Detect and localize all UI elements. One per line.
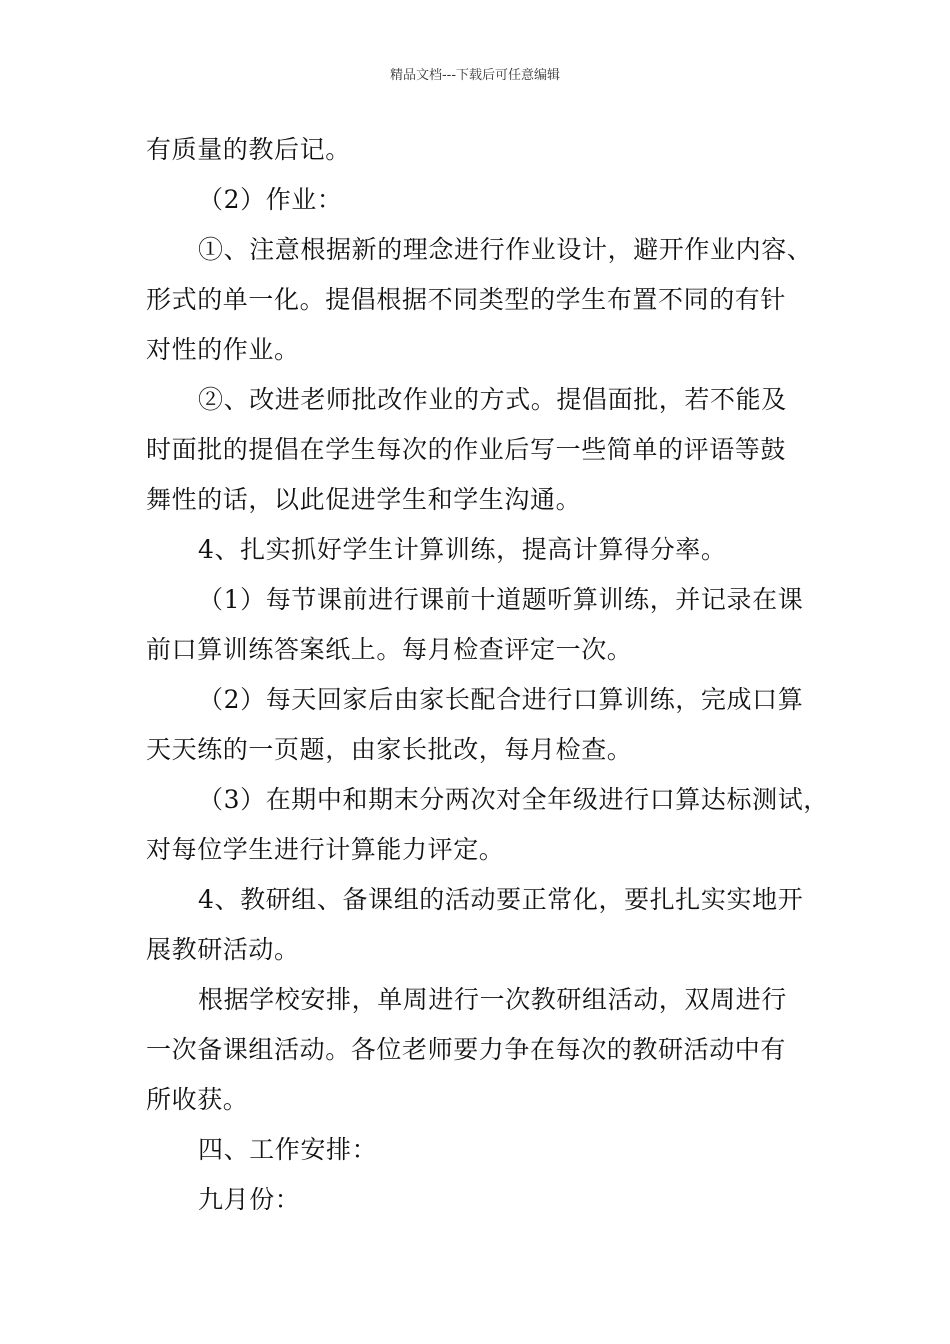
text-line: ①、注意根据新的理念进行作业设计，避开作业内容、 <box>198 235 813 264</box>
text-line: 一次备课组活动。各位老师要力争在每次的教研活动中有 <box>146 1035 787 1064</box>
text-line: 所收获。 <box>146 1085 249 1114</box>
text-line: 四、工作安排： <box>198 1135 378 1164</box>
text-line: （2）每天回家后由家长配合进行口算训练，完成口算 <box>198 685 804 714</box>
text-line: 舞性的话，以此促进学生和学生沟通。 <box>146 485 582 514</box>
text-line: ②、改进老师批改作业的方式。提倡面批，若不能及 <box>198 385 787 414</box>
text-line: （2）作业： <box>198 185 343 214</box>
text-line: 有质量的教后记。 <box>146 135 351 164</box>
text-line: 天天练的一页题，由家长批改，每月检查。 <box>146 735 633 764</box>
text-line: 4、扎实抓好学生计算训练，提高计算得分率。 <box>198 535 727 564</box>
text-line: 4、教研组、备课组的活动要正常化，要扎扎实实地开 <box>198 885 804 914</box>
text-line: 九月份： <box>198 1185 301 1214</box>
text-line: 时面批的提倡在学生每次的作业后写一些简单的评语等鼓 <box>146 435 787 464</box>
text-line: （1）每节课前进行课前十道题听算训练，并记录在课 <box>198 585 804 614</box>
text-line: 形式的单一化。提倡根据不同类型的学生布置不同的有针 <box>146 285 787 314</box>
text-line: 根据学校安排，单周进行一次教研组活动，双周进行 <box>198 985 787 1014</box>
text-line: 对性的作业。 <box>146 335 300 364</box>
text-line: 对每位学生进行计算能力评定。 <box>146 835 505 864</box>
page-header: 精品文档---下载后可任意编辑 <box>389 68 561 83</box>
text-line: 前口算训练答案纸上。每月检查评定一次。 <box>146 635 633 664</box>
text-line: （3）在期中和期末分两次对全年级进行口算达标测试， <box>198 785 829 814</box>
text-line: 展教研活动。 <box>146 935 300 964</box>
